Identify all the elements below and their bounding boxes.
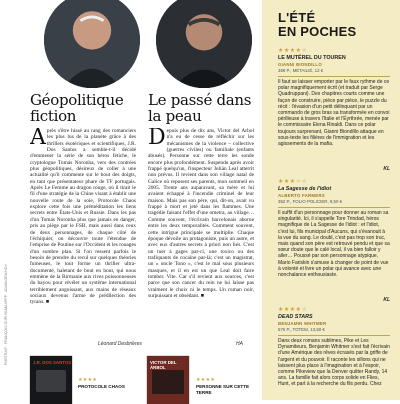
right-article-body: Depuis plus de dix ans, Victor del Árbol n'a eu de cesse de réfléchir sur les mécanismes de la violence – collective (guerres civiles) ou familiale (enfants abusés). Personne sur cette terre les sonde encore plus profondément. Suspendu après avoir frappé quelqu'un, l'inspecteur Julián Leal atterrit non prévus. Il revient dans son village natal de Galice où reposent ses parents, mon sommeil en 2005. Trente ans auparavant, sa mère et lui avaient échappé à l'incendie criminel de leur maison. Mais pas son père, qui, dit-on, avait vu frappé à mort et jeté dans les flammes. Une tragédie faisant l'effet d'une ometra, au village… Comme souvent, l'écrivain barcelonais aborne entre les deux temporalités. Comment souvent, cette intrigue principale se multiplie. Chaque époque dévoile un protagoniste, puis un autre, et avec eux d'autres secrets à priori non liés. C'est un tuer à gages par-ci, une toxico ou des trafiquants de cocaïne par-là; c'est un magistrat, un « oncle Tono », c'est le mal sous plusieurs masques, et il en est un que Leal doit faire tomber. Vite. Car s'il revient aux sources, c'est parce que son cancer du rein ne lui laisse pas vraiment le choix ni le temps. Un roman noir, surpuissant et obsédant. ■: [148, 128, 254, 299]
sidebar-item-2-stars: ★★★★★: [278, 178, 308, 185]
right-article-dropcap: D: [148, 128, 166, 150]
sidebar-divider-1: [278, 76, 390, 77]
cover-left-art: [36, 370, 66, 392]
cover-right-label: PERSONNE SUR CETTE TERRE: [196, 384, 250, 395]
sidebar-item-3-author: BENJAMIN WHITMER: [278, 321, 327, 326]
left-article-signature: Léonard Desbrières: [98, 341, 142, 347]
sidebar-divider-3: [278, 335, 390, 336]
sidebar-item-1-title: LE MUTÉREL DU TOUREN: [278, 55, 346, 61]
right-article-signature: HA: [236, 341, 243, 347]
cover-left-author: J.R. DOS SANTOS: [33, 360, 72, 365]
sidebar-item-1-author: GIANNI BIONDILLO: [278, 62, 322, 67]
sidebar-item-1-meta: 368 P., MÉTAILIÉ, 12 €: [278, 68, 324, 73]
right-article-headline: Le passé dans la peau: [148, 91, 252, 125]
sidebar-item-2-title: La Sagesse de l'idiot: [278, 186, 332, 192]
sidebar-item-2-sig: KL: [383, 297, 390, 303]
sidebar-item-1-stars: ★★★★★: [278, 47, 308, 54]
book-cover-left: [30, 356, 72, 404]
photo-credit: PORTRAIT : FRANÇOIS DUPUIS/MAXPPP - ADAM ORA/HDV: [4, 264, 8, 365]
cover-right-stars: ★★★★: [196, 377, 216, 383]
book-cover-right: [147, 356, 189, 404]
left-article-body: Après s'être hissé au rang des romanciers les plus lus de la planète grâce à des thrillers ésotériques et scientifiques, J.R. Dos Santos a semble-t-il décidé d'emmener la série de son héros fétiche, le cryptologue Tomás Noronha, vers des contrées plus géopolitiques, désireux de coller à une actualité qu'il commente sur le bout des doigts, en tant que présentateur phare de TF portugais. Après Le Femme au dragon rouge, où il tirait le fil d'une stratégie de la Chine visant à établir une nouvelle route de la soie, Protocole Chaos explore cette fois une préméditation les liens secrets entre États-Unis et Russie. Dans les pas d'un Tomás Noronha plus que jamais en danger, pris au piège par le FSB, mais aussi dans ceux de deux personnages, de chaque côté de l'échiquier, on découvre toute l'étendue de l'emprise de Poutine sur l'Occident et les rouages d'un sombre plan. Si l'on ressent parfois le besoin de prendre du recul sur quelques théories fumeuses, le tout forme un thriller ultra-documenté, haletant de bout en bout, qui nous emmène de la Birmanie aux rives poissonneuses du bayou pour révéler un système international terriblement angoissant, aux mains de réseaux sociaux devenus l'arme de prédilection des tyrans. ■: [30, 128, 136, 306]
sidebar-item-2-meta: 352 P., FOLIO POLICIER, 9,50 €: [278, 199, 343, 204]
sidebar-item-3-body: Dans deux romans sublimes, Pike et Les Dynamiteurs, Benjamin Whitmer s'est fait l'écrivain d'une Amérique des rêves écrasés par la griffe de l'argent et du pouvoir. Il raconte les sillons qui ne laissent plus place à l'imagination et à l'espoir, comme Pikeview que la Denver quitter Randy, 14 ans. La famille fait alors corps solide en Flies, Hunt, et part à la recherche du fils perdu. Chez: [278, 338, 390, 388]
sidebar-item-2-author: ALBERTO FARMERS: [278, 193, 325, 198]
cover-right-art: [152, 370, 184, 394]
sidebar-item-3-title: DEAD STARS: [278, 314, 313, 320]
cover-right-author: VICTOR DEL ÁRBOL: [150, 360, 177, 370]
sidebar-item-1-body: Il faut se laisser emporter par le faux rythme de ce polar magnifiquement écrit (et traduit par Serge Quadruppani). Des chapitres courts comme une façon de construire, pièce par pièce, le puzzle du récit : l'évasion d'un petit délinquant par un commando de gros bras sa transformée en convoi périlleuse à travers l'Italie et l'Éyrthrée, menée par le commissaire Elena Rinaldi. Dans ce polar toujours surprenant, Gianni Biondillo attaque en sous-texte les filières de l'immigration et les agissements de la mafia.: [278, 79, 390, 148]
sidebar-item-3-meta: 576 P., TOTEM, 13,50 €: [278, 327, 325, 332]
left-article-headline: Géopolitique fiction: [30, 91, 124, 125]
cover-left-label: PROTOCOLE CHAOS: [78, 384, 125, 389]
sidebar-title: L'ÉTÉ EN POCHES: [278, 10, 357, 39]
cover-left-stars: ★★★★: [78, 377, 98, 383]
sidebar-item-2-body: Il suffit d'un personnage pour donner au roman sa singularité. Ici, il s'appelle Tore Trindad, héros magnifique de La Sagesse de l'idiot : et l'idiot, c'est lui, fils municipal d'Aucuns, qui s'évanouit à la vue du sang. Le doubl, c'est pas trop son truc, mais quand son père est retrouvé pendu et que sa sœur doute que le calé local, il va bien falloir y aller… Poussé par son personnage atypique, Mario Fariskin s'amuse à changer de point de vue à volonté et livre un polar qui avance avec une nonchalance enthousiaste.: [278, 210, 390, 279]
left-article-dropcap: A: [30, 128, 46, 150]
sidebar-divider-2: [278, 207, 390, 208]
sidebar-item-3-stars: ★★★★★: [278, 306, 308, 313]
sidebar-item-1-sig: KL: [383, 166, 390, 172]
